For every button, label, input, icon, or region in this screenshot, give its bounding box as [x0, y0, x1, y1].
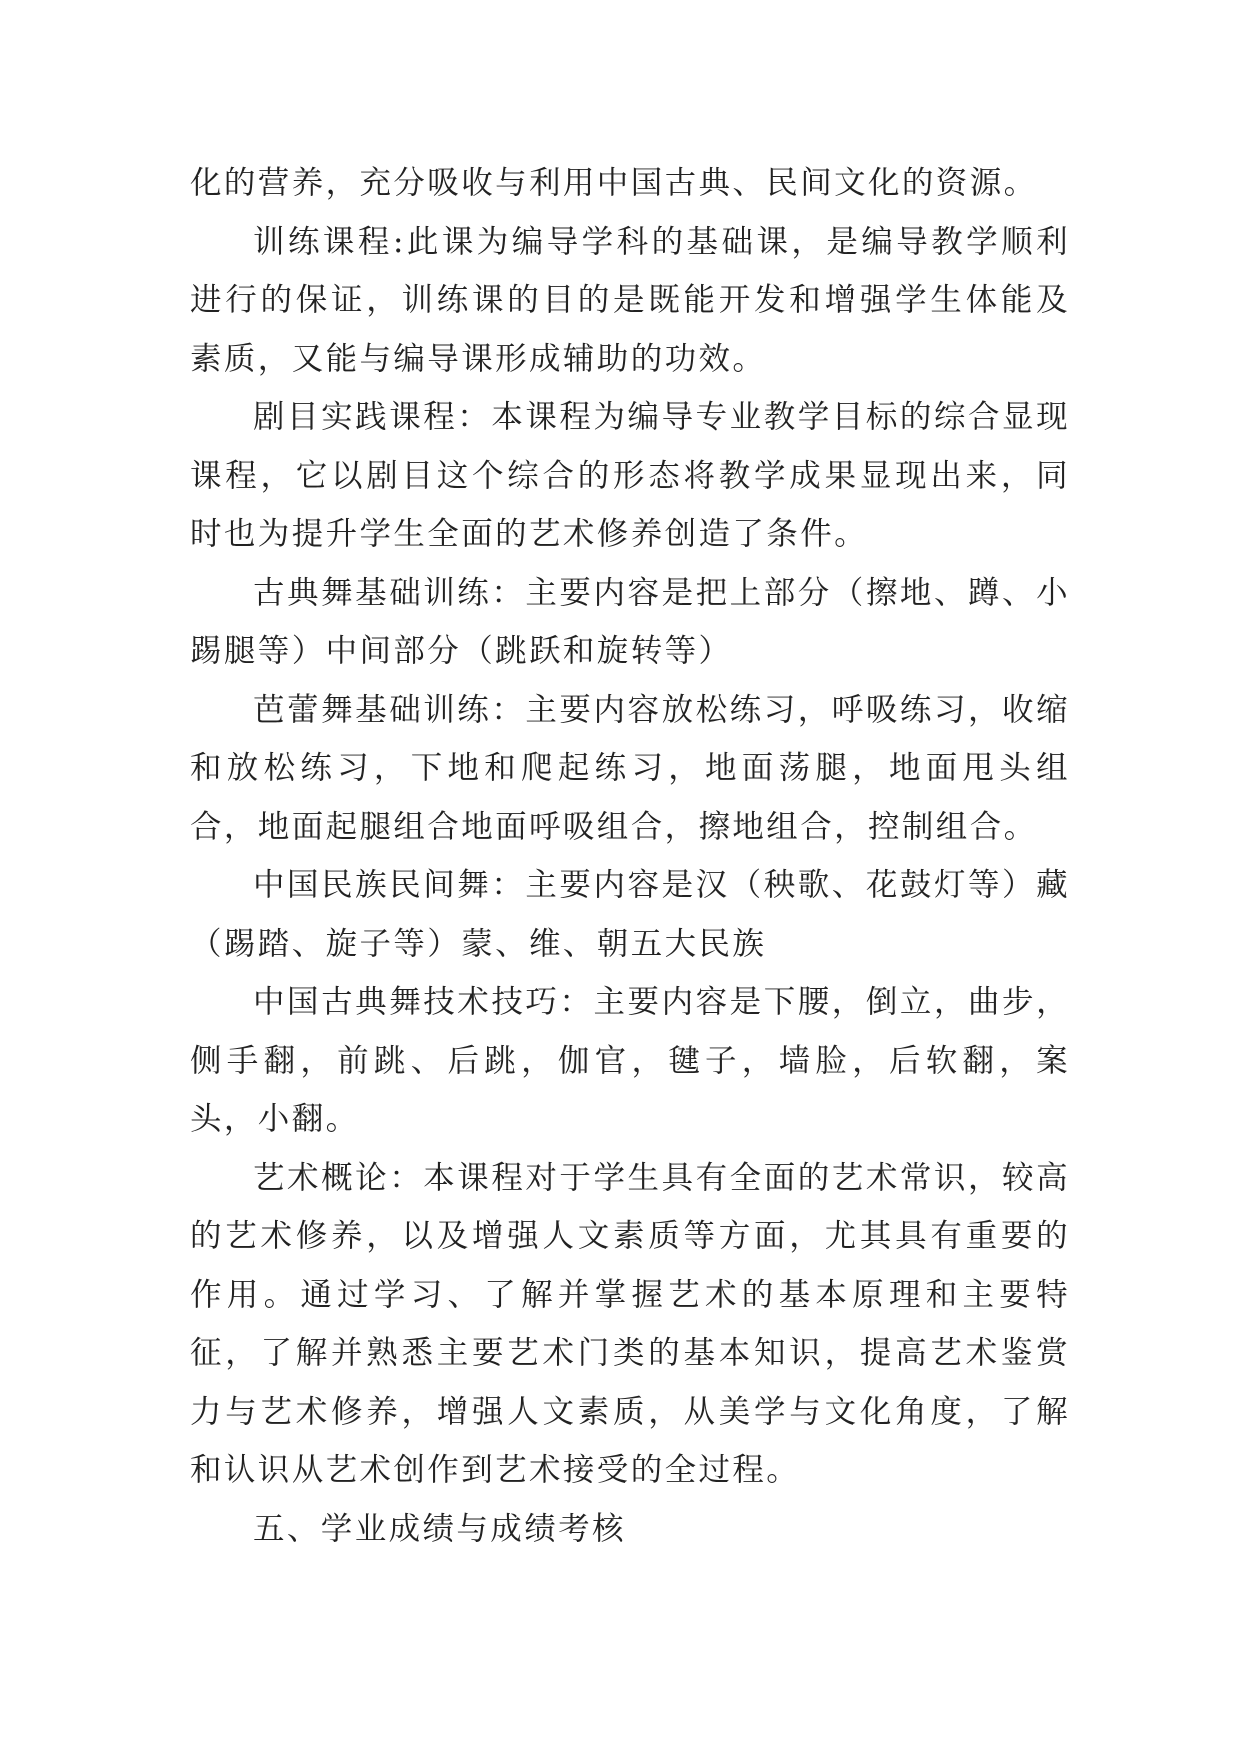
paragraph-training-course: 训练课程:此课为编导学科的基础课，是编导教学顺利进行的保证，训练课的目的是既能开发和增强学生体能及素质，又能与编导课形成辅助的功效。: [190, 223, 1070, 377]
paragraph-ballet-basics: 芭蕾舞基础训练：主要内容放松练习，呼吸练习，收缩和放松练习，下地和爬起练习，地面荡腿，地面甩头组合，地面起腿组合地面呼吸组合，擦地组合，控制组合。: [190, 691, 1070, 845]
paragraph-repertoire-practice: 剧目实践课程：本课程为编导专业教学目标的综合显现课程，它以剧目这个综合的形态将教学成果显现出来，同时也为提升学生全面的艺术修养创造了条件。: [190, 399, 1070, 552]
document-body: [190, 154, 1070, 1558]
paragraph-art-theory: 艺术概论：本课程对于学生具有全面的艺术常识，较高的艺术修养，以及增强人文素质等方面，尤其具有重要的作用。通过学习、了解并掌握艺术的基本原理和主要特征，了解并熟悉主要艺术门类的基本知识，提高艺术鉴赏力与艺术修养，增强人文素质，从美学与文化角度，了解和认识从艺术创作到艺术接受的全过程。: [190, 1159, 1070, 1488]
paragraph-folk-dance: 中国民族民间舞：主要内容是汉（秧歌、花鼓灯等）藏（踢踏、旋子等）蒙、维、朝五大民族: [190, 867, 1070, 962]
paragraph-classical-dance-basics: 古典舞基础训练：主要内容是把上部分（擦地、蹲、小踢腿等）中间部分（跳跃和旋转等）: [190, 574, 1070, 669]
paragraph-classical-dance-techniques: 中国古典舞技术技巧：主要内容是下腰，倒立，曲步，侧手翻，前跳、后跳，伽官，毽子，墙脸，后软翻，案头，小翻。: [190, 984, 1070, 1137]
paragraph-continuation: 化的营养，充分吸收与利用中国古典、民间文化的资源。: [190, 165, 1038, 201]
section-heading: 五、学业成绩与成绩考核: [253, 1510, 626, 1547]
